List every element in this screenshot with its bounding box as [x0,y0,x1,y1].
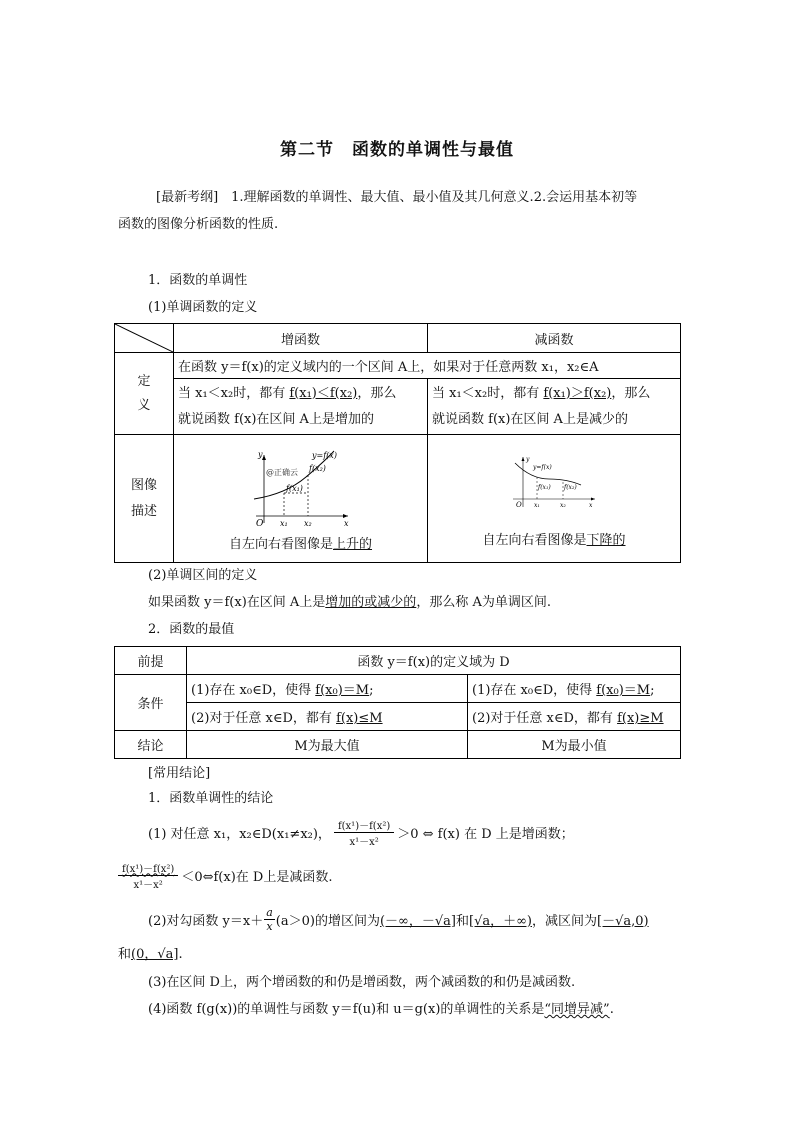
inc-y-label: y [257,450,263,459]
s1-sub2: (2)单调区间的定义 [148,568,258,583]
conclusion-2-cont: 和(0，√a]. [118,947,183,962]
inc-fx2-label: f(x₂) [308,464,326,473]
definition-common: 在函数 y＝f(x)的定义域内的一个区间 A上，如果对于任意两数 x₁，x₂∈A [174,353,681,379]
conclusion-min: M为最小值 [468,731,681,759]
condition-label: 条件 [115,675,187,731]
image-decreasing [428,435,681,563]
conclusion-label: 结论 [115,731,187,759]
row-label-definition: 定 义 [115,353,174,435]
inc-origin-label: O [255,519,263,529]
conclusion-3: (3)在区间 D上，两个增函数的和仍是增函数，两个减函数的和仍是减函数. [148,975,576,990]
conclusion-4: (4)函数 f(g(x))的单调性与函数 y＝f(u)和 u＝g(x)的单调性的关系是“同增异减”. [148,1002,614,1017]
s1-sub2-text: 如果函数 y＝f(x)在区间 A上是增加的或减少的，那么称 A为单调区间. [148,595,551,610]
caption-increasing: 自左向右看图像是上升的 [228,537,373,552]
image-increasing [174,435,428,563]
diagonal-cell [115,324,174,353]
inc-x2-label: x₂ [303,519,312,528]
row-label-image: 图像 描述 [115,435,174,563]
extremum-table [114,646,681,759]
s2-heading: 2．函数的最值 [148,622,235,637]
watermark-label: @正确云 [265,468,298,477]
definition-increasing: 当 x₁＜x₂时，都有 f(x₁)＜f(x₂)，那么 就说函数 f(x)在区间 A上是增加的 [174,379,428,435]
dec-x-label: x [589,502,593,509]
intro-text-1: 1.理解函数的单调性、最大值、最小值及其几何意义.2.会运用基本初等 [218,190,638,205]
definition-decreasing: 当 x₁＜x₂时，都有 f(x₁)＞f(x₂)，那么 就说函数 f(x)在区间 A上是减少的 [428,379,681,435]
dec-fx1-label: f(x₁) [538,484,551,491]
fraction-1: f(x¹)－f(x²) x¹－x² [334,817,394,848]
premise-value: 函数 y＝f(x)的定义域为 D [187,647,681,675]
inc-x1-label: x₁ [279,519,288,528]
inc-x-label: x [343,519,349,528]
dec-origin-label: O [516,501,522,509]
s3-heading: 1．函数单调性的结论 [148,791,274,806]
s1-heading: 1．函数的单调性 [148,273,248,288]
header-decreasing: 减函数 [428,324,681,353]
conclusion-1-cont: f(x¹)－f(x²) x¹－x² ＜0⇔f(x)在 D上是减函数. [118,857,678,893]
fraction-2: f(x¹)－f(x²) x¹－x² [118,860,178,891]
intro-text-2: 函数的图像分析函数的性质. [118,217,279,232]
cond2-min: (2)对于任意 x∈D，都有 f(x)≥M [468,703,681,731]
monotonic-table [114,323,681,563]
cond1-min: (1)存在 x₀∈D，使得 f(x₀)＝M; [468,675,681,703]
dec-x1-label: x₁ [534,502,540,509]
inc-fx1-label: f(x₁) [285,484,303,493]
intro [118,184,683,238]
dec-curve-label: y=f(x) [533,464,552,471]
premise-label: 前提 [115,647,187,675]
header-increasing: 增函数 [174,324,428,353]
dec-x2-label: x₂ [560,502,566,509]
intro-tag: [最新考纲] [156,190,219,205]
conclusion-2: (2)对勾函数 y＝x＋ a x (a＞0)的增区间为 (－∞，－√a] 和 [√a，＋∞) ，减区间为 [－√a,0) [148,905,649,933]
conclusion-max: M为最大值 [187,731,468,759]
cond2-max: (2)对于任意 x∈D，都有 f(x)≤M [187,703,468,731]
dec-fx2-label: f(x₂) [564,484,577,491]
s3-tag: [常用结论] [148,766,211,781]
dec-y-label: y [526,456,530,463]
inc-curve-label: y=f(x) [311,451,337,460]
cond1-max: (1)存在 x₀∈D，使得 f(x₀)＝M; [187,675,468,703]
caption-decreasing: 自左向右看图像是下降的 [482,533,626,548]
conclusion-1: (1) 对任意 x₁，x₂∈D(x₁≠x₂)， f(x¹)－f(x²) x¹－x² ＞0 ⇔ f(x) 在 D 上是增函数； [148,814,688,850]
increasing-graph [246,449,356,529]
page-title: 第二节 函数的单调性与最值 [280,140,514,160]
decreasing-graph [509,453,599,513]
fraction-3: a x [266,905,273,933]
s1-sub1: (1)单调函数的定义 [148,300,258,315]
